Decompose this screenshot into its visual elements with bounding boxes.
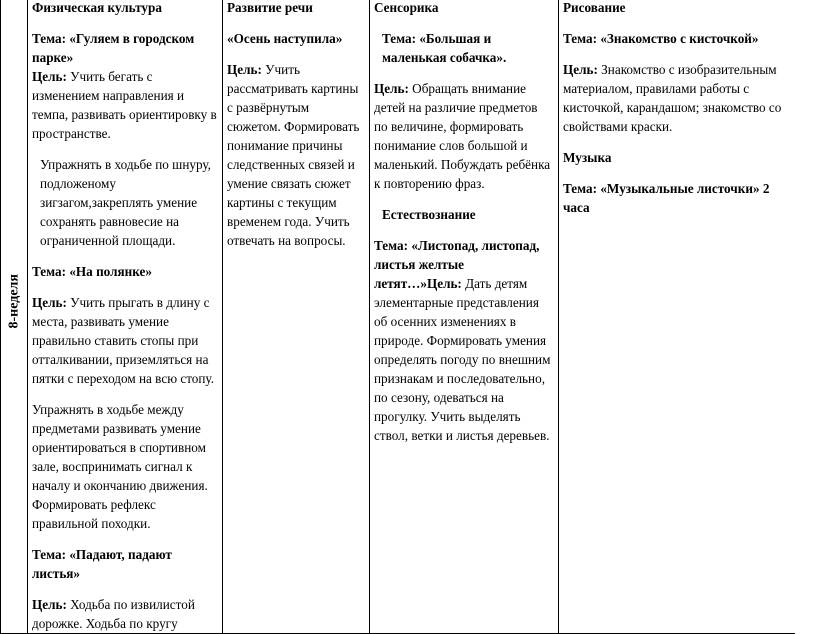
column-header: Развитие речи <box>227 0 313 15</box>
theme-text: «Осень наступила» <box>227 31 343 46</box>
physical-culture-cell <box>28 0 223 634</box>
week-cell <box>1 0 28 634</box>
goal-text: Цель: Учить рассматривать картины с развёрнутым сюжетом. Формировать понимание причины следственных связей и умение связать сюжет картины с текущим временем года. Учить отвечать на вопросы. <box>227 62 360 248</box>
drawing-cell <box>559 0 796 634</box>
theme-text: Тема: «Музыкальные листочки» 2 часа <box>563 181 770 215</box>
goal-text: Цель: Знакомство с изобразительным материалом, правилами работы с кисточкой, карандашом; знакомство со свойствами краски. <box>563 62 782 134</box>
speech-cell <box>223 0 370 634</box>
column-header: Физическая культура <box>32 0 162 15</box>
column-header: Сенсорика <box>374 0 439 15</box>
week-label: 8-неделя <box>6 274 22 329</box>
theme-text: Тема: «Гуляем в городском парке» <box>32 31 195 65</box>
goal-text: Тема: «Листопад, листопад, листья желтые летят…»Цель: Дать детям элементарные представления об осенних изменениях в природе. Формировать умения определять погоду по внешним признакам и последовательно, по сезону, одеваться на прогулку. Учить выделять ствол, ветки и листья деревьев. <box>374 238 551 443</box>
goal-text: Цель: Ходьба по извилистой дорожке. Ходьба по кругу <box>32 597 195 631</box>
goal-text: Цель: Учить прыгать в длину с места, развивать умение правильно ставить стопы при отталкивании, приземляться на пятки с переходом на всю стопу. <box>32 295 215 386</box>
sub-header: Музыка <box>563 150 612 165</box>
paragraph: Упражнять в ходьбе по шнуру, подложеному зигзагом,закреплять умение сохранять равновесие на ограниченной площади. <box>40 157 211 248</box>
theme-text: Тема: «Знакомство с кисточкой» <box>563 31 759 46</box>
goal-text: Цель: Обращать внимание детей на различие предметов по величине, формировать понимание слов большой и маленький. Побуждать ребёнка к повторению фраз. <box>374 81 551 191</box>
goal-text: Цель: Учить бегать с изменением направления и темпа, развивать ориентировку в пространстве. <box>32 69 217 141</box>
theme-text: Тема: «Большая и маленькая собачка». <box>382 31 507 65</box>
theme-text: Тема: «На полянке» <box>32 264 152 279</box>
column-header: Рисование <box>563 0 626 15</box>
sensory-cell <box>370 0 559 634</box>
sub-header: Естествознание <box>382 207 476 222</box>
table-row <box>1 0 796 634</box>
theme-text: Тема: «Падают, падают листья» <box>32 547 172 581</box>
paragraph: Упражнять в ходьбе между предметами развивать умение ориентироваться в спортивном зале, воспринимать сигнал к началу и окончанию движения. Формировать рефлекс правильной походки. <box>32 402 208 531</box>
